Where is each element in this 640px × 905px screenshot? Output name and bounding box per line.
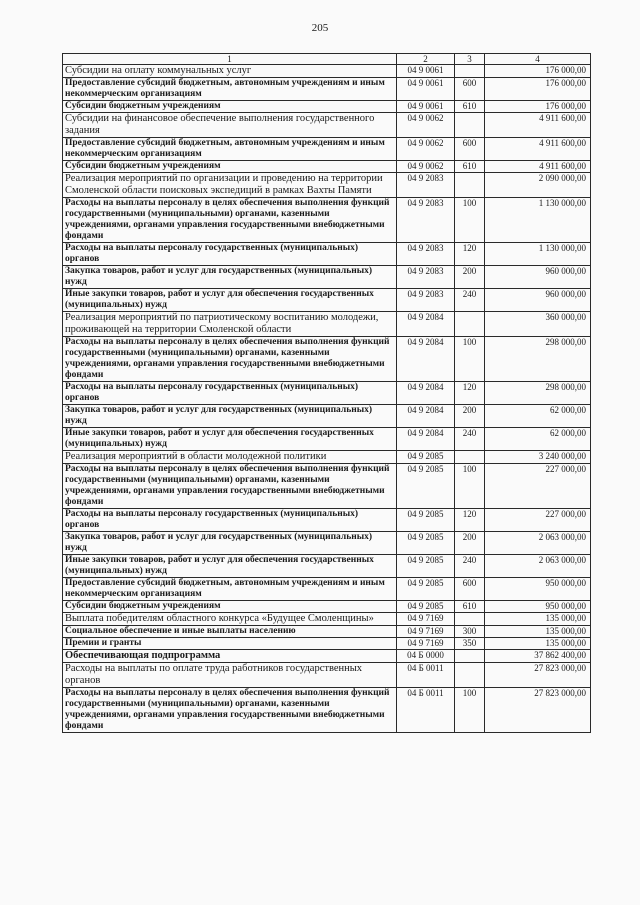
table-row bbox=[63, 337, 591, 382]
row-type: 200 bbox=[455, 405, 485, 428]
row-type bbox=[455, 173, 485, 198]
header-col-4: 4 bbox=[485, 54, 591, 65]
row-amount: 2 063 000,00 bbox=[485, 532, 591, 555]
row-code: 04 9 0062 bbox=[397, 113, 455, 138]
row-code: 04 Б 0011 bbox=[397, 663, 455, 688]
row-code: 04 9 2084 bbox=[397, 337, 455, 382]
row-amount: 4 911 600,00 bbox=[485, 138, 591, 161]
row-amount: 2 063 000,00 bbox=[485, 555, 591, 578]
table-row bbox=[63, 613, 591, 626]
row-type bbox=[455, 312, 485, 337]
row-type: 100 bbox=[455, 688, 485, 733]
row-amount: 950 000,00 bbox=[485, 601, 591, 613]
row-amount: 1 130 000,00 bbox=[485, 198, 591, 243]
row-type: 600 bbox=[455, 578, 485, 601]
row-code: 04 9 2083 bbox=[397, 289, 455, 312]
row-name: Закупка товаров, работ и услуг для государственных (муниципальных) нужд bbox=[63, 532, 397, 555]
row-type: 120 bbox=[455, 509, 485, 532]
table-row bbox=[63, 578, 591, 601]
row-amount: 176 000,00 bbox=[485, 65, 591, 78]
row-amount: 298 000,00 bbox=[485, 382, 591, 405]
row-amount: 960 000,00 bbox=[485, 289, 591, 312]
row-name: Обеспечивающая подпрограмма bbox=[63, 650, 397, 663]
row-name: Расходы на выплаты персоналу государственных (муниципальных) органов bbox=[63, 509, 397, 532]
table-row bbox=[63, 198, 591, 243]
row-type: 300 bbox=[455, 626, 485, 638]
row-amount: 227 000,00 bbox=[485, 464, 591, 509]
budget-table-body bbox=[63, 54, 591, 733]
row-code: 04 9 2084 bbox=[397, 382, 455, 405]
table-row bbox=[63, 173, 591, 198]
row-type: 120 bbox=[455, 382, 485, 405]
table-row bbox=[63, 113, 591, 138]
row-name: Расходы на выплаты по оплате труда работников государственных органов bbox=[63, 663, 397, 688]
row-amount: 360 000,00 bbox=[485, 312, 591, 337]
row-amount: 227 000,00 bbox=[485, 509, 591, 532]
row-amount: 135 000,00 bbox=[485, 626, 591, 638]
row-type bbox=[455, 113, 485, 138]
row-type: 610 bbox=[455, 161, 485, 173]
row-amount: 3 240 000,00 bbox=[485, 451, 591, 464]
row-type bbox=[455, 65, 485, 78]
row-name: Закупка товаров, работ и услуг для государственных (муниципальных) нужд bbox=[63, 405, 397, 428]
row-name: Иные закупки товаров, работ и услуг для обеспечения государственных (муниципальных) нужд bbox=[63, 555, 397, 578]
row-code: 04 9 0061 bbox=[397, 65, 455, 78]
table-row bbox=[63, 555, 591, 578]
row-code: 04 9 2085 bbox=[397, 601, 455, 613]
row-code: 04 9 2084 bbox=[397, 312, 455, 337]
row-type bbox=[455, 650, 485, 663]
row-name: Расходы на выплаты персоналу в целях обеспечения выполнения функций государственными (муниципальными) органами, казенными учреждениями, органами управления государственными внебюджетными фондами bbox=[63, 198, 397, 243]
row-amount: 1 130 000,00 bbox=[485, 243, 591, 266]
row-code: 04 9 2083 bbox=[397, 173, 455, 198]
table-row bbox=[63, 601, 591, 613]
row-code: 04 9 2085 bbox=[397, 532, 455, 555]
row-name: Премии и гранты bbox=[63, 638, 397, 650]
row-name: Реализация мероприятий в области молодежной политики bbox=[63, 451, 397, 464]
row-code: 04 9 2085 bbox=[397, 578, 455, 601]
row-type bbox=[455, 451, 485, 464]
row-amount: 176 000,00 bbox=[485, 101, 591, 113]
table-row bbox=[63, 243, 591, 266]
row-name: Предоставление субсидий бюджетным, автономным учреждениям и иным некоммерческим организациям bbox=[63, 578, 397, 601]
row-name: Социальное обеспечение и иные выплаты населению bbox=[63, 626, 397, 638]
row-name: Расходы на выплаты персоналу в целях обеспечения выполнения функций государственными (муниципальными) органами, казенными учреждениями, органами управления государственными внебюджетными фондами bbox=[63, 337, 397, 382]
table-row bbox=[63, 382, 591, 405]
row-code: 04 9 7169 bbox=[397, 613, 455, 626]
row-code: 04 9 2083 bbox=[397, 198, 455, 243]
row-amount: 27 823 000,00 bbox=[485, 663, 591, 688]
row-type: 240 bbox=[455, 555, 485, 578]
row-amount: 950 000,00 bbox=[485, 578, 591, 601]
row-type: 610 bbox=[455, 601, 485, 613]
row-name: Субсидии бюджетным учреждениям bbox=[63, 101, 397, 113]
header-col-1: 1 bbox=[63, 54, 397, 65]
row-code: 04 9 0062 bbox=[397, 161, 455, 173]
row-name: Закупка товаров, работ и услуг для государственных (муниципальных) нужд bbox=[63, 266, 397, 289]
row-amount: 176 000,00 bbox=[485, 78, 591, 101]
table-row bbox=[63, 138, 591, 161]
row-name: Расходы на выплаты персоналу в целях обеспечения выполнения функций государственными (муниципальными) органами, казенными учреждениями, органами управления государственными внебюджетными фондами bbox=[63, 688, 397, 733]
row-type: 600 bbox=[455, 138, 485, 161]
row-name: Предоставление субсидий бюджетным, автономным учреждениям и иным некоммерческим организациям bbox=[63, 78, 397, 101]
row-code: 04 9 0061 bbox=[397, 78, 455, 101]
row-name: Предоставление субсидий бюджетным, автономным учреждениям и иным некоммерческим организациям bbox=[63, 138, 397, 161]
table-row bbox=[63, 266, 591, 289]
table-row bbox=[63, 638, 591, 650]
row-code: 04 9 2085 bbox=[397, 509, 455, 532]
row-name: Выплата победителям областного конкурса «Будущее Смоленщины» bbox=[63, 613, 397, 626]
row-name: Реализация мероприятий по патриотическому воспитанию молодежи, проживающей на территории Смоленской области bbox=[63, 312, 397, 337]
row-type: 100 bbox=[455, 337, 485, 382]
row-name: Субсидии на оплату коммунальных услуг bbox=[63, 65, 397, 78]
row-type bbox=[455, 613, 485, 626]
row-type: 200 bbox=[455, 266, 485, 289]
row-type bbox=[455, 663, 485, 688]
table-row bbox=[63, 65, 591, 78]
row-amount: 135 000,00 bbox=[485, 638, 591, 650]
row-amount: 27 823 000,00 bbox=[485, 688, 591, 733]
row-amount: 62 000,00 bbox=[485, 405, 591, 428]
row-code: 04 Б 0000 bbox=[397, 650, 455, 663]
table-row bbox=[63, 78, 591, 101]
table-row bbox=[63, 626, 591, 638]
table-row bbox=[63, 688, 591, 733]
row-type: 600 bbox=[455, 78, 485, 101]
row-name: Субсидии на финансовое обеспечение выполнения государственного задания bbox=[63, 113, 397, 138]
table-row bbox=[63, 289, 591, 312]
row-code: 04 9 7169 bbox=[397, 638, 455, 650]
row-code: 04 9 0062 bbox=[397, 138, 455, 161]
table-row bbox=[63, 464, 591, 509]
row-type: 120 bbox=[455, 243, 485, 266]
table-row bbox=[63, 405, 591, 428]
table-row bbox=[63, 663, 591, 688]
header-col-3: 3 bbox=[455, 54, 485, 65]
row-code: 04 9 2085 bbox=[397, 451, 455, 464]
table-row bbox=[63, 312, 591, 337]
row-name: Субсидии бюджетным учреждениям bbox=[63, 161, 397, 173]
row-name: Расходы на выплаты персоналу государственных (муниципальных) органов bbox=[63, 243, 397, 266]
row-code: 04 9 2083 bbox=[397, 243, 455, 266]
row-code: 04 9 2084 bbox=[397, 428, 455, 451]
table-row bbox=[63, 428, 591, 451]
row-type: 100 bbox=[455, 464, 485, 509]
row-code: 04 9 2084 bbox=[397, 405, 455, 428]
row-type: 100 bbox=[455, 198, 485, 243]
row-amount: 4 911 600,00 bbox=[485, 161, 591, 173]
page-number: 205 bbox=[311, 22, 329, 34]
table-header-row bbox=[63, 54, 591, 65]
row-name: Реализация мероприятий по организации и проведению на территории Смоленской области поисковых экспедиций в рамках Вахты Памяти bbox=[63, 173, 397, 198]
budget-table bbox=[62, 53, 591, 733]
row-name: Иные закупки товаров, работ и услуг для обеспечения государственных (муниципальных) нужд bbox=[63, 289, 397, 312]
row-code: 04 9 0061 bbox=[397, 101, 455, 113]
row-code: 04 Б 0011 bbox=[397, 688, 455, 733]
row-amount: 37 862 400,00 bbox=[485, 650, 591, 663]
row-name: Субсидии бюджетным учреждениям bbox=[63, 601, 397, 613]
table-row bbox=[63, 532, 591, 555]
header-col-2: 2 bbox=[397, 54, 455, 65]
row-name: Расходы на выплаты персоналу государственных (муниципальных) органов bbox=[63, 382, 397, 405]
row-code: 04 9 2083 bbox=[397, 266, 455, 289]
row-amount: 298 000,00 bbox=[485, 337, 591, 382]
table-row bbox=[63, 650, 591, 663]
row-amount: 4 911 600,00 bbox=[485, 113, 591, 138]
table-row bbox=[63, 101, 591, 113]
row-amount: 960 000,00 bbox=[485, 266, 591, 289]
row-amount: 2 090 000,00 bbox=[485, 173, 591, 198]
row-code: 04 9 2085 bbox=[397, 464, 455, 509]
row-type: 350 bbox=[455, 638, 485, 650]
row-name: Иные закупки товаров, работ и услуг для обеспечения государственных (муниципальных) нужд bbox=[63, 428, 397, 451]
row-type: 240 bbox=[455, 289, 485, 312]
row-amount: 62 000,00 bbox=[485, 428, 591, 451]
row-code: 04 9 7169 bbox=[397, 626, 455, 638]
row-amount: 135 000,00 bbox=[485, 613, 591, 626]
table-row bbox=[63, 161, 591, 173]
table-row bbox=[63, 509, 591, 532]
row-name: Расходы на выплаты персоналу в целях обеспечения выполнения функций государственными (муниципальными) органами, казенными учреждениями, органами управления государственными внебюджетными фондами bbox=[63, 464, 397, 509]
row-type: 200 bbox=[455, 532, 485, 555]
row-code: 04 9 2085 bbox=[397, 555, 455, 578]
row-type: 610 bbox=[455, 101, 485, 113]
table-row bbox=[63, 451, 591, 464]
row-type: 240 bbox=[455, 428, 485, 451]
